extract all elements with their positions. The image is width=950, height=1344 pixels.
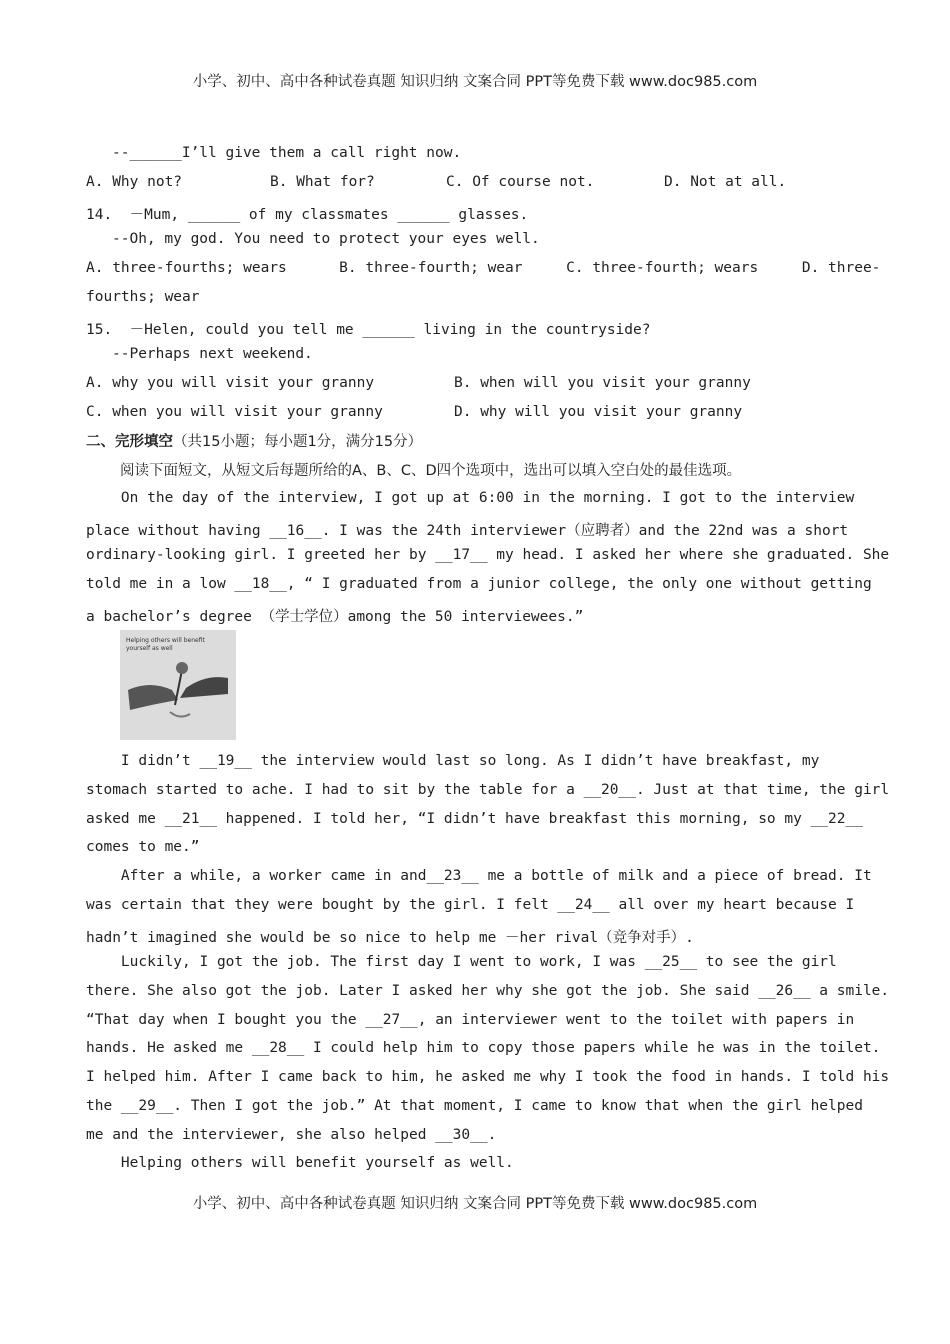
q14-stem: 14. －Mum, ______ of my classmates ______ glasses. — [86, 207, 529, 223]
picture-caption-line-2: yourself as well — [126, 645, 173, 652]
p4-line-6: the __29__. Then I got the job.” At that moment, I came to know that when the girl helped — [86, 1098, 863, 1114]
p1-line-2: place without having __16__. I was the 24th interviewer（应聘者）and the 22nd was a short — [86, 523, 849, 539]
page-footer: 小学、初中、高中各种试卷真题 知识归纳 文案合同 PPT等免费下载 www.doc985.com — [192, 1196, 758, 1212]
p1-line-1: On the day of the interview, I got up at 6:00 in the morning. I got to the interview — [86, 490, 855, 506]
q15-option-d: D. why will you visit your granny — [454, 404, 743, 420]
p4-line-3: “That day when I bought you the __27__, an interviewer went to the toilet with papers in — [86, 1012, 855, 1028]
q15-option-a: A. why you will visit your granny — [86, 375, 375, 391]
illustration-svg — [120, 630, 236, 740]
q13-reply: --______I’ll give them a call right now. — [112, 145, 462, 161]
q15-stem: 15. －Helen, could you tell me ______ living in the countryside? — [86, 322, 651, 338]
p4-line-5: I helped him. After I came back to him, he asked me why I took the food in hands. I told his — [86, 1069, 890, 1085]
section-note: （共15小题；每小题1分，满分15分） — [173, 434, 423, 450]
p3-line-2: was certain that they were bought by the girl. I felt __24__ all over my heart because I — [86, 897, 855, 913]
q14-options-line1: A. three-fourths; wears B. three-fourth; wear C. three-fourth; wears D. three- — [86, 260, 881, 276]
section-title: 二、完形填空 — [86, 434, 173, 450]
p2-line-4: comes to me.” — [86, 839, 200, 855]
p2-line-2: stomach started to ache. I had to sit by the table for a __20__. Just at that time, the girl — [86, 782, 890, 798]
q15-option-b: B. when will you visit your granny — [454, 375, 751, 391]
p3-line-3: hadn’t imagined she would be so nice to help me －her rival（竞争对手）. — [86, 930, 694, 946]
p3-line-1: After a while, a worker came in and__23__ me a bottle of milk and a piece of bread. It — [86, 868, 872, 884]
p2-line-1: I didn’t __19__ the interview would last so long. As I didn’t have breakfast, my — [86, 753, 820, 769]
q13-option-b: B. What for? — [270, 174, 375, 190]
picture-caption-line-1: Helping others will benefit — [126, 637, 205, 644]
p5-line-1: Helping others will benefit yourself as well. — [86, 1155, 514, 1171]
q13-option-a: A. Why not? — [86, 174, 183, 190]
illustration-hands-flower — [120, 630, 236, 740]
q14-options-line2: fourths; wear — [86, 289, 200, 305]
q15-reply: --Perhaps next weekend. — [112, 346, 313, 362]
q15-option-c: C. when you will visit your granny — [86, 404, 383, 420]
p2-line-3: asked me __21__ happened. I told her, “I didn’t have breakfast this morning, so my __22__ — [86, 811, 863, 827]
page-header: 小学、初中、高中各种试卷真题 知识归纳 文案合同 PPT等免费下载 www.doc985.com — [192, 74, 758, 90]
p1-line-5: a bachelor’s degree （学士学位）among the 50 interviewees.” — [86, 609, 584, 625]
p1-line-4: told me in a low __18__, “ I graduated from a junior college, the only one without getting — [86, 576, 872, 592]
section-heading — [86, 430, 422, 451]
instruction: 阅读下面短文，从短文后每题所给的A、B、C、D四个选项中，选出可以填入空白处的最佳选项。 — [120, 463, 742, 479]
p4-line-2: there. She also got the job. Later I asked her why she got the job. She said __26__ a smile. — [86, 983, 890, 999]
q13-option-c: C. Of course not. — [446, 174, 595, 190]
p1-line-3: ordinary-looking girl. I greeted her by __17__ my head. I asked her where she graduated. She — [86, 547, 890, 563]
q13-option-d: D. Not at all. — [664, 174, 787, 190]
q14-reply: --Oh, my god. You need to protect your eyes well. — [112, 231, 540, 247]
p4-line-1: Luckily, I got the job. The first day I went to work, I was __25__ to see the girl — [86, 954, 837, 970]
p4-line-4: hands. He asked me __28__ I could help him to copy those papers while he was in the toilet. — [86, 1040, 881, 1056]
p4-line-7: me and the interviewer, she also helped __30__. — [86, 1127, 497, 1143]
